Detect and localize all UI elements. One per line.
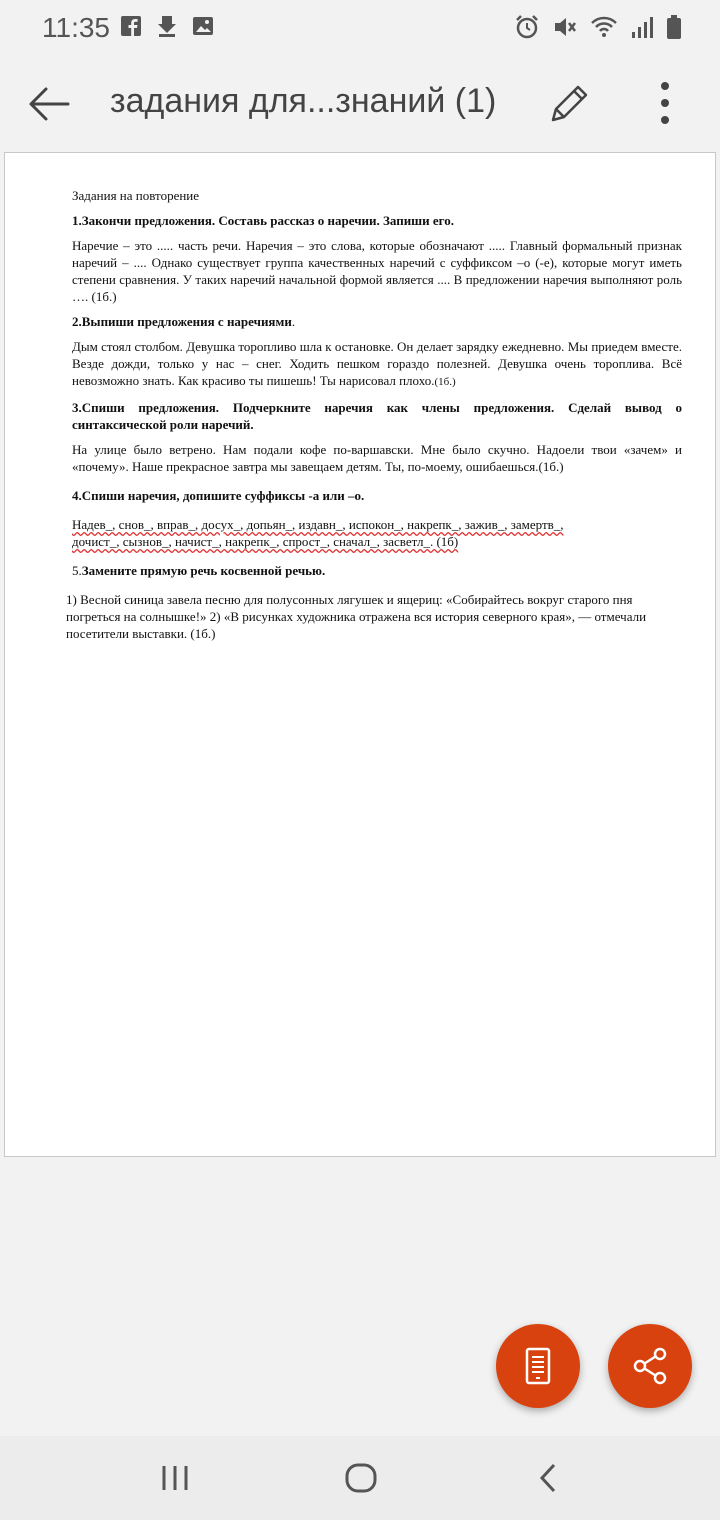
- app-bar: [0, 56, 720, 152]
- document-page[interactable]: [4, 152, 716, 1157]
- document-title: задания для...знаний (1): [110, 82, 497, 120]
- task4-line1: Надев_, снов_, вправ_, досух_, допьян_, издавн_, испокон_, накрепк_, зажив_, замертв_,: [72, 517, 564, 532]
- task5-title-text: Замените прямую речь косвенной речью.: [81, 563, 326, 578]
- task5-title: [72, 562, 682, 579]
- alarm-icon: [514, 14, 540, 40]
- wifi-icon: [590, 14, 618, 40]
- task5-text: 1) Весной синица завела песню для полусонных лягушек и ящериц: «Собирайтесь вокруг старого пня погреться на солнышке!» 2) «В рисунках художника отражена вся история северного края», — отмечали посетители выставки. (1б.): [66, 592, 647, 641]
- reading-mode-icon: [518, 1346, 558, 1386]
- navigation-bar: [0, 1436, 720, 1520]
- task2-title-text: 2.Выпиши предложения с наречиями: [72, 314, 292, 329]
- task2-points: (1б.): [434, 376, 456, 388]
- document-heading: Задания на повторение: [72, 188, 200, 203]
- edit-button[interactable]: [545, 78, 595, 128]
- task3-title: 3.Спиши предложения. Подчеркните наречия как члены предложения. Сделай вывод о синтаксической роли наречий.: [72, 400, 682, 432]
- share-button[interactable]: [608, 1324, 692, 1408]
- status-left-icons: [120, 14, 214, 38]
- recent-apps-button[interactable]: [155, 1460, 195, 1496]
- home-icon: [341, 1460, 381, 1496]
- signal-icon: [630, 14, 654, 40]
- task2-title-tail: .: [291, 314, 296, 329]
- document-content: [66, 187, 682, 650]
- arrow-left-icon: [24, 80, 74, 130]
- task3-text: На улице было ветрено. Нам подали кофе по-варшавски. Мне было скучно. Надоели твои «зачем» и «почему». Наше прекрасное завтра мы завещаем детям. Ты, по-моему, ошибаешься.(1б.): [72, 442, 682, 474]
- image-icon: [192, 14, 214, 38]
- task1-title: 1.Закончи предложения. Составь рассказ о наречии. Запиши его.: [72, 213, 454, 228]
- back-button[interactable]: [24, 80, 74, 130]
- task4-title: 4.Спиши наречия, допишите суффиксы -а или –о.: [72, 488, 365, 503]
- mute-icon: [552, 14, 578, 40]
- status-right-icons: [514, 14, 682, 40]
- download-icon: [156, 14, 178, 38]
- status-time: 11:35: [42, 12, 110, 43]
- share-icon: [630, 1346, 670, 1386]
- facebook-icon: [120, 14, 142, 38]
- recent-apps-icon: [155, 1460, 195, 1496]
- nav-back-icon: [528, 1460, 568, 1496]
- task1-text: Наречие – это ..... часть речи. Наречия – это слова, которые обозначают ..... Главный формальный признак наречий – .... Однако существует группа качественных наречий с суффиксом –о (-е), которые могут иметь степени сравнения. У таких наречий начальной формой является .... В предложении наречия выполняют роль …. (1б.): [72, 238, 682, 304]
- more-vert-icon: [650, 78, 680, 128]
- task2-text: [72, 338, 682, 391]
- task5-number: 5.: [72, 563, 82, 578]
- task2-title: [72, 313, 682, 330]
- reading-mode-button[interactable]: [496, 1324, 580, 1408]
- task4-words: [72, 516, 682, 550]
- home-button[interactable]: [341, 1460, 381, 1496]
- nav-back-button[interactable]: [528, 1460, 568, 1496]
- task2-sentences: Дым стоял столбом. Девушка торопливо шла к остановке. Он делает зарядку ежедневно. Мы приедем вместе. Везде дожди, только у нас – снег. Ходить пешком гораздо полезней. Девушка очень торопливa. Всё невозможно знать. Как красиво ты пишешь! Ты нарисовал плохо.: [72, 339, 682, 388]
- battery-icon: [666, 14, 682, 40]
- more-options-button[interactable]: [650, 78, 680, 128]
- pencil-icon: [545, 78, 595, 128]
- status-bar: [0, 0, 720, 56]
- task4-line2: дочист_, сызнов_, начист_, накрепк_, спрост_, сначал_, засветл_. (1б): [72, 534, 459, 549]
